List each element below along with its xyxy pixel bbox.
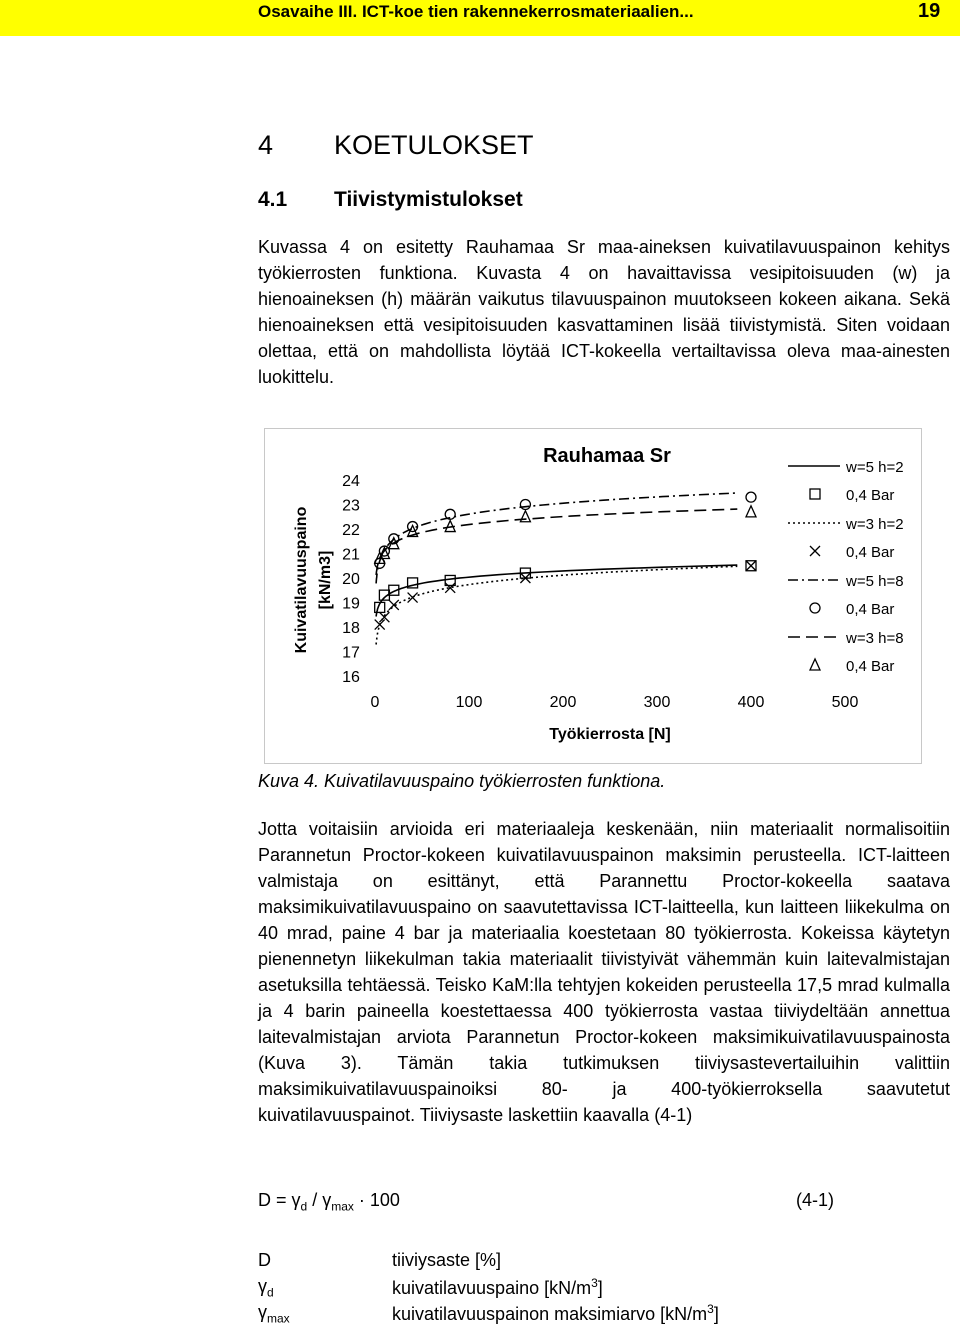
data-point — [520, 500, 530, 510]
series-line — [376, 565, 737, 616]
definition-symbol — [258, 1302, 290, 1326]
y-tick-label: 16 — [342, 669, 360, 686]
x-axis-label: Työkierrosta [N] — [549, 726, 671, 743]
legend-label: 0,4 Bar — [846, 658, 895, 675]
data-point — [746, 492, 756, 502]
paragraph-normalization: Jotta voitaisiin arvioida eri materiaaleja keskenään, niin materiaalit normalisoitiin Parannetun Proctor-kokeen kuivatilavuuspainon maksimin perusteella. ICT-laitteen valmistaja on esittänyt, että Parannettu Proctor-kokeella saatava maksimikuivatilavuuspaino on saavutettavissa ICT-laitteella, kun laitteen liikekulma on 40 mrad, paine 4 bar ja materiaalia koestetaan 80 työkierrosta. Kokeissa käytetyn pienennetyn liikekulman takia materiaalit tiivistyivät vähemmän kuin laitevalmistajan asetuksilla tehtäessä. Teisko KaM:lla tehtyjen kokeiden perusteella 17,5 mrad kulmalla ja 4 barin paineella koestettaessa 400 työkierrosta vastaa tiiviydeltään annettua laitevalmistajan arviota Parannetun Proctor-kokeen maksimikuivatilavuuspainosta (Kuva 3). Tämän takia tutkimuksen tiiviysastevertailuihin valittiin maksimikuivatilavuuspainoiksi 80- ja 400-työkierroksella saavutetut kuivatilavuuspainot. Tiiviysaste laskettiin kaavalla (4-1) — [258, 819, 950, 1125]
x-tick-label: 400 — [737, 694, 765, 711]
section-number: 4 — [258, 130, 274, 160]
x-tick-label: 100 — [455, 694, 483, 711]
formula-lhs: D = — [258, 1190, 292, 1210]
y-tick-label: 17 — [342, 644, 360, 662]
formula-slash: / — [307, 1190, 323, 1210]
y-tick-label: 24 — [342, 473, 360, 490]
definition-text — [392, 1302, 719, 1325]
data-point — [746, 561, 756, 571]
section-title: KOETULOKSET — [334, 130, 534, 160]
legend-label: w=3 h=8 — [846, 630, 904, 647]
def-text: kuivatilavuuspaino [kN/m — [392, 1278, 592, 1298]
formula-gamma-max: γ — [322, 1190, 332, 1210]
y-tick-label: 19 — [342, 595, 360, 613]
def-text: kuivatilavuuspainon maksimiarvo [kN/m — [392, 1304, 708, 1324]
y-axis-label: Kuivatilavuuspaino — [293, 506, 310, 654]
series-line — [376, 566, 737, 644]
definition-text — [392, 1250, 501, 1271]
def-sym-sub: d — [267, 1285, 274, 1300]
legend-marker — [810, 489, 820, 499]
def-sym-text: γ — [258, 1276, 267, 1296]
chart-title: Rauhamaa Sr — [543, 445, 671, 467]
x-tick-label: 0 — [370, 694, 380, 711]
legend-marker — [810, 546, 820, 556]
legend-label: 0,4 Bar — [846, 601, 895, 618]
formula-sub-max: max — [331, 1199, 354, 1214]
formula-gamma-d: γ — [291, 1190, 301, 1210]
formula — [258, 1190, 400, 1214]
definition-symbol — [258, 1276, 274, 1300]
formula-sub-d: d — [300, 1199, 308, 1214]
x-tick-label: 300 — [643, 694, 671, 711]
y-tick-label: 23 — [342, 497, 360, 515]
def-sym-sub: max — [267, 1311, 290, 1326]
definition-symbol — [258, 1250, 271, 1271]
subsection-number: 4.1 — [258, 188, 288, 211]
x-tick-label: 200 — [549, 694, 577, 711]
figure-caption: Kuva 4. Kuivatilavuuspaino työkierrosten funktiona. — [258, 771, 666, 791]
def-sym-text: D — [258, 1250, 271, 1270]
y-axis-unit: [kN/m3] — [317, 550, 334, 610]
y-tick-label: 22 — [342, 522, 360, 539]
y-tick-label: 20 — [342, 571, 360, 588]
legend-label: 0,4 Bar — [846, 487, 895, 504]
x-tick-label: 500 — [831, 694, 859, 711]
header-title: Osavaihe III. ICT-koe tien rakennekerrosmateriaalien... — [258, 2, 694, 21]
data-point — [746, 506, 756, 517]
series-line — [376, 493, 737, 583]
data-point — [389, 600, 399, 610]
legend-marker — [810, 603, 820, 613]
page-number: 19 — [918, 0, 941, 22]
def-end: ] — [713, 1304, 719, 1324]
legend-marker — [810, 659, 820, 670]
legend-label: w=5 h=8 — [846, 573, 904, 590]
def-sup: 3 — [591, 1276, 598, 1290]
legend-label: w=5 h=2 — [846, 459, 904, 476]
paragraph-intro: Kuvassa 4 on esitetty Rauhamaa Sr maa-aineksen kuivatilavuuspainon kehitys työkierrosten funktiona. Kuvasta 4 on havaittavissa vesipitoisuuden (w) ja hienoaineksen (h) määrän vaikutus tilavuuspainon muutokseen kokeen aikana. Sekä hienoaineksen että vesipitoisuuden kasvattaminen lisää tiivistymistä. Siten voidaan olettaa, että on mahdollista löytää ICT-kokeella vertailtavissa oleva maa-ainesten luokittelu. — [258, 237, 950, 387]
y-tick-label: 21 — [342, 546, 360, 564]
legend-label: w=3 h=2 — [846, 516, 904, 533]
formula-rest: · 100 — [353, 1190, 400, 1210]
series-line — [376, 509, 737, 575]
legend-label: 0,4 Bar — [846, 544, 895, 561]
y-tick-label: 18 — [342, 620, 360, 637]
def-sup: 3 — [707, 1302, 714, 1316]
def-text: tiiviysaste [%] — [392, 1250, 502, 1270]
definition-text — [392, 1276, 603, 1299]
formula-number: (4-1) — [796, 1190, 835, 1210]
subsection-title: Tiivistymistulokset — [334, 188, 523, 211]
def-sym-text: γ — [258, 1302, 267, 1322]
def-end: ] — [597, 1278, 603, 1298]
